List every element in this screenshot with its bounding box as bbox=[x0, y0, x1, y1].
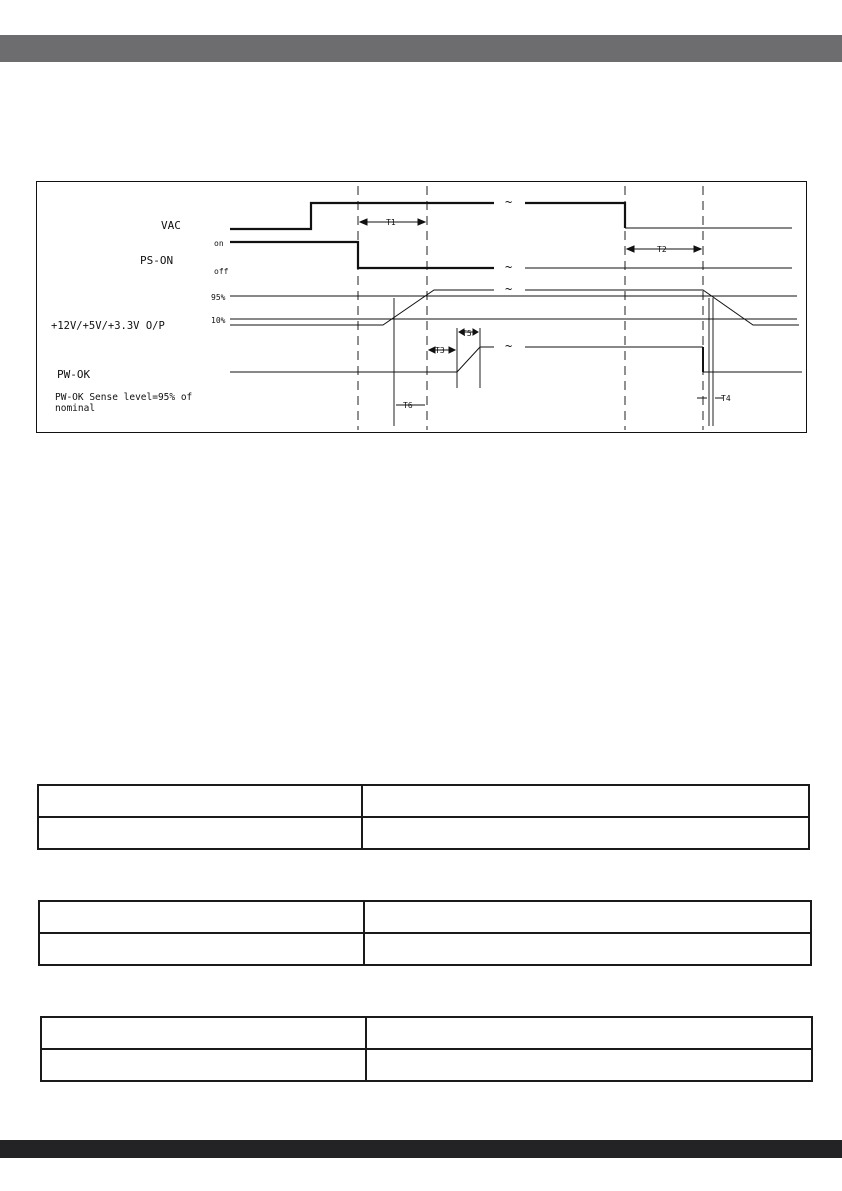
break-ps-on: ~ bbox=[505, 260, 513, 274]
table-cell bbox=[364, 933, 811, 965]
table-cell bbox=[41, 1017, 366, 1049]
level-10-label: 10% bbox=[211, 316, 226, 325]
break-vac: ~ bbox=[505, 195, 513, 209]
output-fall bbox=[525, 290, 799, 325]
spec-table-1 bbox=[37, 784, 810, 850]
spec-table-2 bbox=[38, 900, 812, 966]
t3-label: T3 bbox=[435, 346, 445, 355]
timing-arrows bbox=[360, 219, 723, 405]
t2-label: T2 bbox=[657, 245, 667, 254]
timing-diagram bbox=[36, 181, 807, 433]
pw-ok-waveform bbox=[230, 347, 802, 372]
reference-lines bbox=[358, 186, 703, 430]
table-row bbox=[41, 1017, 812, 1049]
table-cell bbox=[366, 1017, 812, 1049]
table-row bbox=[38, 785, 809, 817]
output-label: +12V/+5V/+3.3V O/P bbox=[51, 320, 165, 332]
pw-ok-label: PW-OK bbox=[57, 368, 91, 381]
table-row bbox=[41, 1049, 812, 1081]
table-cell bbox=[362, 785, 809, 817]
vac-trace-a bbox=[230, 203, 494, 229]
t5-label: T5 bbox=[462, 329, 472, 338]
guide-lines bbox=[394, 298, 713, 426]
table-cell bbox=[39, 901, 364, 933]
t6-label: T6 bbox=[403, 401, 413, 410]
ps-on-trace-a bbox=[230, 242, 494, 268]
table-cell bbox=[38, 817, 362, 849]
pw-ok-note-line2: nominal bbox=[55, 403, 96, 414]
ps-on-on-label: on bbox=[214, 239, 224, 248]
break-symbols bbox=[505, 195, 512, 353]
t4-label: T4 bbox=[721, 394, 731, 403]
timing-labels bbox=[386, 218, 731, 410]
break-output: ~ bbox=[505, 282, 513, 296]
signal-labels bbox=[51, 219, 229, 414]
table-cell bbox=[38, 785, 362, 817]
output-waveform bbox=[230, 290, 799, 325]
table-cell bbox=[39, 933, 364, 965]
header-bar bbox=[0, 35, 842, 62]
vac-trace-b bbox=[525, 203, 625, 228]
table-cell bbox=[362, 817, 809, 849]
spec-table-3 bbox=[40, 1016, 813, 1082]
vac-label: VAC bbox=[161, 219, 181, 232]
table-row bbox=[38, 817, 809, 849]
output-rise bbox=[230, 290, 494, 325]
table-cell bbox=[364, 901, 811, 933]
table-cell bbox=[366, 1049, 812, 1081]
footer-bar bbox=[0, 1140, 842, 1158]
level-95-label: 95% bbox=[211, 293, 226, 302]
ps-on-label: PS-ON bbox=[140, 254, 174, 267]
table-cell bbox=[41, 1049, 366, 1081]
t1-label: T1 bbox=[386, 218, 396, 227]
table-row bbox=[39, 901, 811, 933]
timing-diagram-svg bbox=[37, 182, 808, 434]
pw-ok-note-line1: PW-OK Sense level=95% of bbox=[55, 392, 193, 403]
ps-on-off-label: off bbox=[214, 267, 229, 276]
break-pw-ok: ~ bbox=[505, 339, 513, 353]
table-row bbox=[39, 933, 811, 965]
